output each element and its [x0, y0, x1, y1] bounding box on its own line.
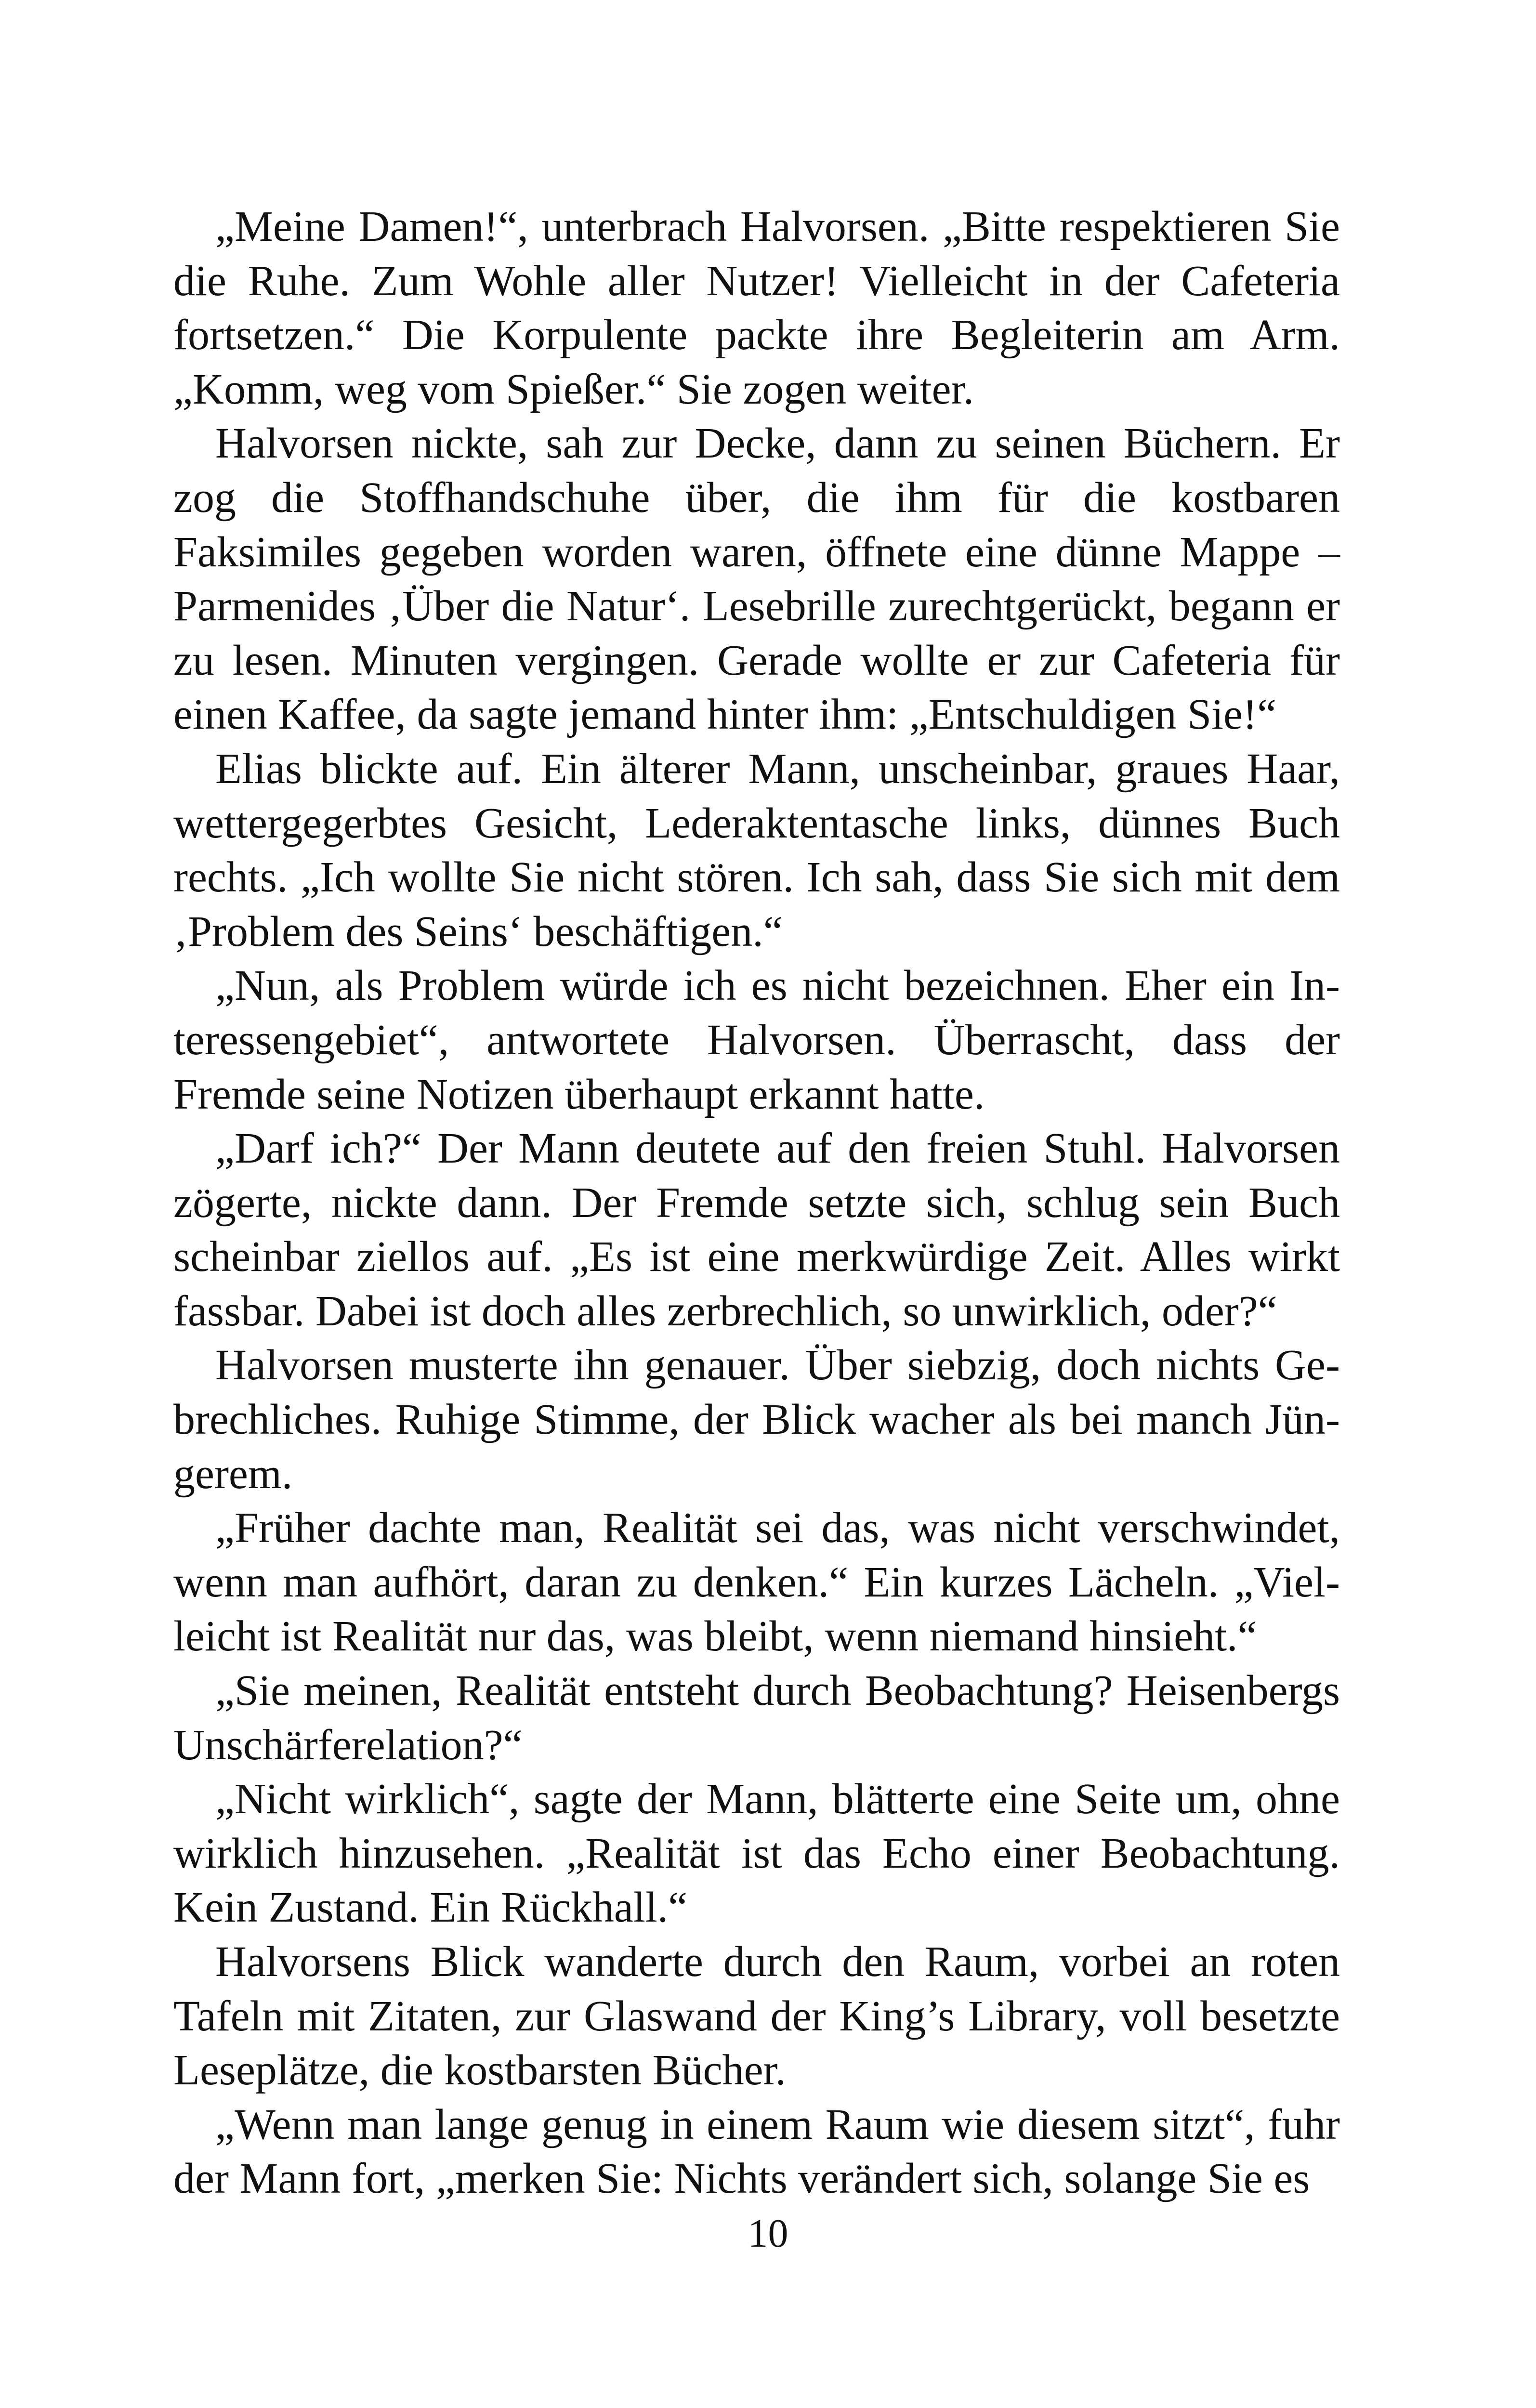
- paragraph: Halvorsen musterte ihn genauer. Über siebzig, doch nichts Gebrechliches. Ruhige Stimme, der Blick wacher als bei manch Jüngerem.: [173, 1341, 1340, 1498]
- paragraph: „Meine Damen!“, unterbrach Halvorsen. „Bitte respektieren Sie die Ruhe. Zum Wohle aller Nutzer! Vielleicht in der Cafeteria fortsetzen.“ Die Korpulente packte ihre Begleiterin am Arm. „Komm, weg vom Spießer.“ Sie zogen weiter.: [173, 203, 1340, 413]
- paragraph: „Nicht wirklich“, sagte der Mann, blätterte eine Seite um, ohne wirklich hinzusehen. „Realität ist das Echo einer Beobachtung. Kein Zustand. Ein Rückhall.“: [173, 1775, 1340, 1932]
- body-text: [173, 200, 1340, 2206]
- paragraph: Halvorsen nickte, sah zur Decke, dann zu seinen Büchern. Er zog die Stoffhandschuhe über, die ihm für die kostbaren Faksimiles gegeben worden waren, öffnete eine dünne Mappe – Parmenides ‚Über die Natur‘. Lesebrille zurechtgerückt, begann er zu lesen. Minuten vergingen. Gerade wollte er zur Cafeteria für einen Kaffee, da sagte jemand hinter ihm: „Entschuldigen Sie!“: [173, 419, 1340, 739]
- paragraph: „Nun, als Problem würde ich es nicht bezeichnen. Eher ein Interessengebiet“, antwortete Halvorsen. Überrascht, dass der Fremde seine Notizen überhaupt erkannt hatte.: [173, 962, 1340, 1118]
- paragraph: Halvorsens Blick wanderte durch den Raum, vorbei an roten Tafeln mit Zitaten, zur Glaswand der King’s Library, voll besetzte Leseplätze, die kostbarsten Bücher.: [173, 1938, 1340, 2094]
- paragraph: „Sie meinen, Realität entsteht durch Beobachtung? Heisenbergs Unschärferelation?“: [173, 1667, 1340, 1769]
- paragraph: Elias blickte auf. Ein älterer Mann, unscheinbar, graues Haar, wettergegerbtes Gesicht, Lederaktentasche links, dünnes Buch rechts. „Ich wollte Sie nicht stören. Ich sah, dass Sie sich mit dem ‚Problem des Seins‘ beschäftigen.“: [173, 745, 1340, 955]
- paragraph: „Früher dachte man, Realität sei das, was nicht verschwindet, wenn man aufhört, daran zu denken.“ Ein kurzes Lächeln. „Vielleicht ist Realität nur das, was bleibt, wenn niemand hinsieht.“: [173, 1504, 1340, 1661]
- paragraph: „Wenn man lange genug in einem Raum wie diesem sitzt“, fuhr der Mann fort, „merken Sie: Nichts verändert sich, solange Sie es: [173, 2100, 1340, 2203]
- paragraph: „Darf ich?“ Der Mann deutete auf den freien Stuhl. Halvorsen zögerte, nickte dann. Der Fremde setzte sich, schlug sein Buch scheinbar ziellos auf. „Es ist eine merkwürdige Zeit. Alles wirkt fassbar. Dabei ist doch alles zerbrechlich, so unwirklich, oder?“: [173, 1125, 1340, 1335]
- page-number: 10: [748, 2211, 788, 2256]
